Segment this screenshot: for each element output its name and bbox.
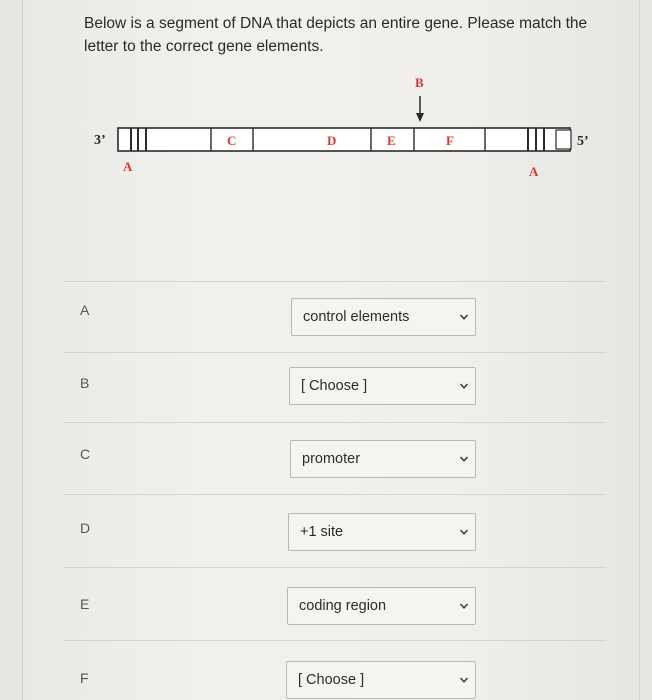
end-box-right [556, 130, 571, 149]
row-divider [64, 281, 606, 282]
label-f: F [446, 133, 454, 148]
select-value: [ Choose ] [301, 378, 368, 394]
select-value: control elements [303, 309, 410, 325]
match-select-c[interactable] [290, 440, 476, 478]
chevron-down-icon [459, 381, 469, 391]
row-letter-b: B [80, 375, 90, 391]
arrow-down-icon [416, 96, 424, 122]
match-select-b[interactable] [289, 367, 476, 405]
chevron-down-icon [459, 454, 469, 464]
chevron-down-icon [459, 312, 469, 322]
end-label-3prime: 3’ [94, 133, 106, 148]
end-label-5prime: 5’ [577, 134, 589, 149]
chevron-down-icon [459, 601, 469, 611]
row-letter-d: D [80, 520, 91, 536]
dna-gene-diagram [0, 0, 652, 200]
row-letter-e: E [80, 596, 90, 612]
row-divider [64, 567, 606, 568]
row-divider [64, 640, 606, 641]
select-value: [ Choose ] [298, 672, 365, 688]
question-text: Below is a segment of DNA that depicts an entire gene. Please match the letter to the correct gene elements. [84, 15, 588, 55]
label-d: D [327, 133, 337, 148]
match-select-a[interactable] [291, 298, 476, 336]
row-divider [64, 422, 606, 423]
match-select-e[interactable] [287, 587, 476, 625]
chevron-down-icon [459, 527, 469, 537]
label-b: B [415, 75, 424, 90]
select-value: coding region [299, 598, 387, 614]
row-divider [64, 494, 606, 495]
label-e: E [387, 133, 396, 148]
row-letter-a: A [80, 302, 90, 318]
select-value: promoter [302, 451, 361, 467]
label-a-right: A [529, 164, 539, 179]
dna-strand [118, 128, 570, 151]
match-select-d[interactable] [288, 513, 476, 551]
row-letter-f: F [80, 670, 89, 686]
match-select-f[interactable] [286, 661, 476, 699]
select-value: +1 site [300, 524, 344, 540]
row-letter-c: C [80, 446, 91, 462]
label-a-left: A [123, 159, 133, 174]
chevron-down-icon [459, 675, 469, 685]
row-divider [64, 352, 606, 353]
label-c: C [227, 133, 237, 148]
